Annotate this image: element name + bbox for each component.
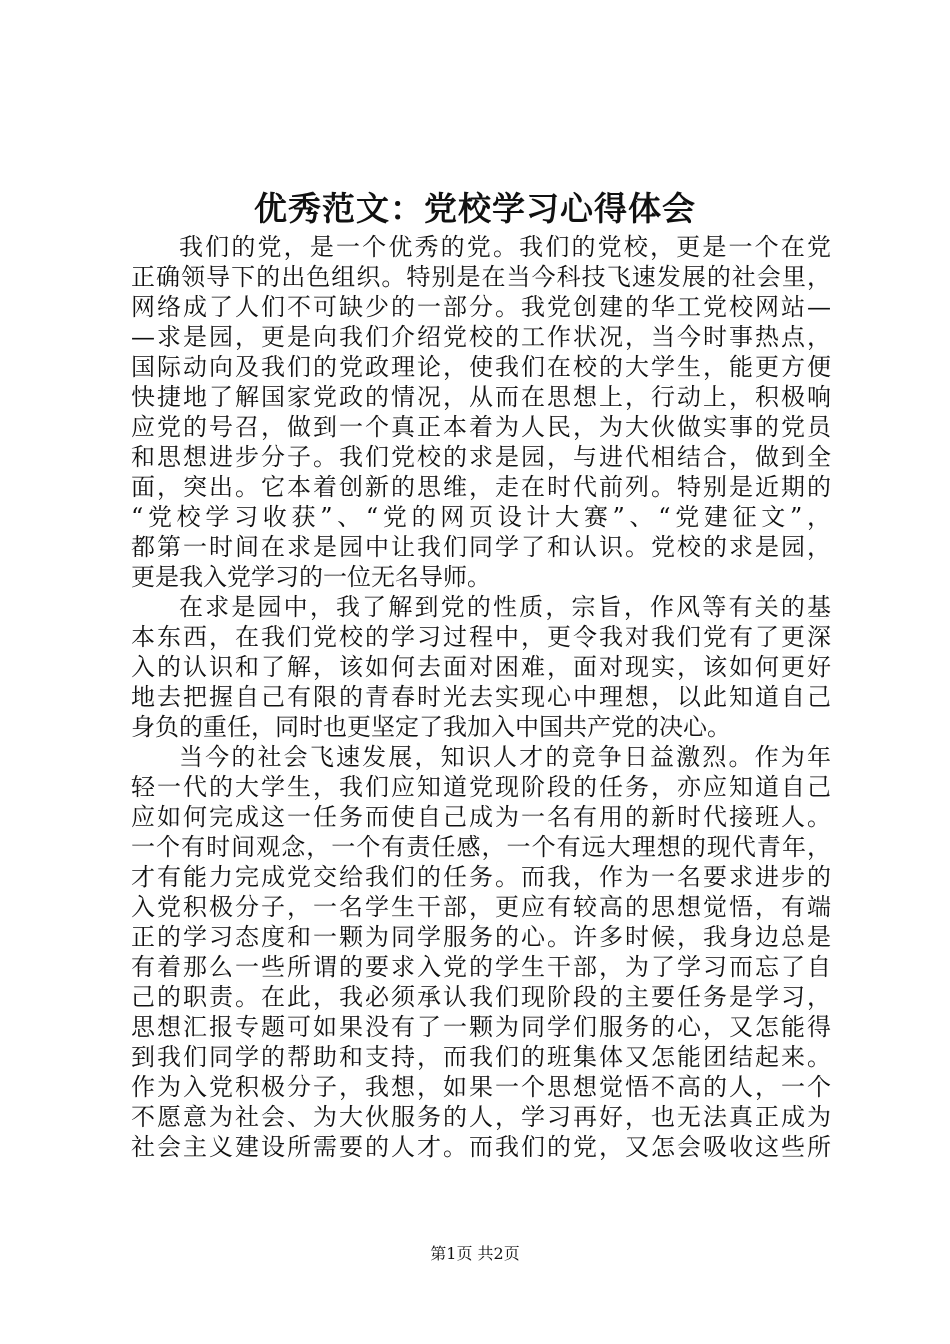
text-line: 正的学习态度和一颗为同学服务的心。许多时候，我身边总是 (131, 923, 831, 951)
text-line: 面，突出。它本着创新的思维，走在时代前列。特别是近期的 (131, 473, 831, 501)
text-line: 地去把握自己有限的青春时光去实现心中理想，以此知道自己 (131, 683, 831, 711)
text-line: 身负的重任，同时也更坚定了我加入中国共产党的决心。 (131, 713, 731, 741)
text-line: 我们的党，是一个优秀的党。我们的党校，更是一个在党 (179, 233, 831, 261)
text-line: 己的职责。在此，我必须承认我们现阶段的主要任务是学习， (131, 983, 831, 1011)
text-line: 才有能力完成党交给我们的任务。而我，作为一名要求进步的 (131, 863, 831, 891)
paragraph-3 (131, 742, 831, 1162)
text-line: 有着那么一些所谓的要求入党的学生干部，为了学习而忘了自 (131, 953, 831, 981)
text-line: 入的认识和了解，该如何去面对困难，面对现实，该如何更好 (131, 653, 831, 681)
text-line: 网络成了人们不可缺少的一部分。我党创建的华工党校网站— (131, 293, 831, 321)
text-line: 当今的社会飞速发展，知识人才的竞争日益激烈。作为年 (179, 743, 831, 771)
text-line: 快捷地了解国家党政的情况，从而在思想上，行动上，积极响 (131, 383, 831, 411)
text-line: 本东西，在我们党校的学习过程中，更令我对我们党有了更深 (131, 623, 831, 651)
text-line: 到我们同学的帮助和支持，而我们的班集体又怎能团结起来。 (131, 1043, 831, 1071)
text-line: —求是园，更是向我们介绍党校的工作状况，当今时事热点， (131, 323, 831, 351)
text-line: 国际动向及我们的党政理论，使我们在校的大学生，能更方便 (131, 353, 831, 381)
text-line: 在求是园中，我了解到党的性质，宗旨，作风等有关的基 (179, 593, 831, 621)
page-footer: 第1页 共2页 (430, 1244, 520, 1263)
text-line: 应党的号召，做到一个真正本着为人民，为大伙做实事的党员 (131, 413, 831, 441)
text-line: 正确领导下的出色组织。特别是在当今科技飞速发展的社会里， (131, 263, 831, 291)
document-body (131, 232, 831, 1162)
text-line: 作为入党积极分子，我想，如果一个思想觉悟不高的人，一个 (131, 1073, 831, 1101)
text-line: 更是我入党学习的一位无名导师。 (131, 563, 491, 591)
paragraph-2 (131, 592, 831, 742)
text-line: 轻一代的大学生，我们应知道党现阶段的任务，亦应知道自己 (131, 773, 831, 801)
text-line: 社会主义建设所需要的人才。而我们的党，又怎会吸收这些所 (131, 1133, 831, 1161)
text-line: 和思想进步分子。我们党校的求是园，与进代相结合，做到全 (131, 443, 831, 471)
text-line: 一个有时间观念，一个有责任感，一个有远大理想的现代青年， (131, 833, 831, 861)
text-line: 入党积极分子，一名学生干部，更应有较高的思想觉悟，有端 (131, 893, 831, 921)
text-line: 不愿意为社会、为大伙服务的人，学习再好，也无法真正成为 (131, 1103, 831, 1131)
document-title: 优秀范文：党校学习心得体会 (254, 189, 696, 228)
text-line: 思想汇报专题可如果没有了一颗为同学们服务的心，又怎能得 (131, 1013, 831, 1041)
text-line: 都第一时间在求是园中让我们同学了和认识。党校的求是园， (131, 533, 831, 561)
text-line: 应如何完成这一任务而使自己成为一名有用的新时代接班人。 (131, 803, 831, 831)
text-line: “党校学习收获”、“党的网页设计大赛”、“党建征文”， (131, 503, 831, 531)
paragraph-1 (131, 232, 831, 592)
